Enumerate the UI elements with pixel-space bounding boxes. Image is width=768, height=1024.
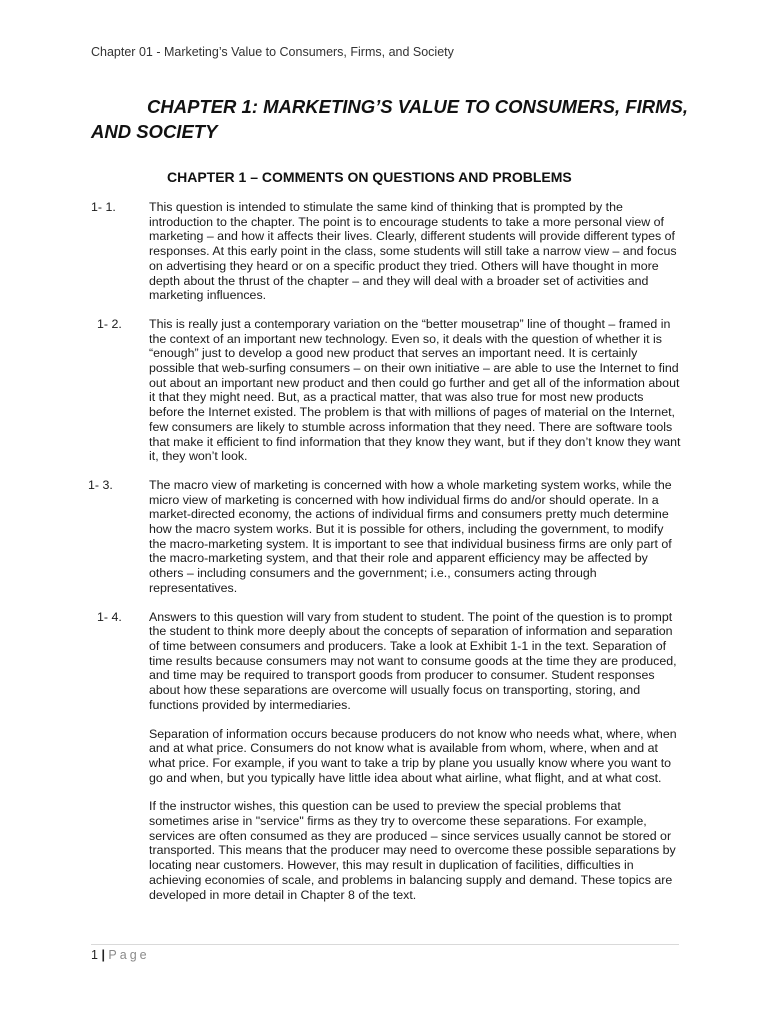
question-item xyxy=(0,200,768,303)
chapter-title: CHAPTER 1: MARKETING’S VALUE TO CONSUMERS, FIRMS, AND SOCIETY xyxy=(91,96,688,142)
question-number: 1- 3. xyxy=(88,477,113,492)
answer-paragraph: This is really just a contemporary variation on the “better mousetrap” line of thought – framed in the context of an important new technology. Even so, it deals with the question of whether it is “enough” just to develop a good new product that serves an important need. It is certainly possible that web-surfing consumers – on their own initiative – are able to use the Internet to find out about an important new product and then could go further and get all of the information about it that they might need. But, as a practical matter, that was also true for most new products before the Internet existed. The problem is that with millions of pages of material on the Internet, few consumers are likely to stumble across information that they need. There are software tools that make it efficient to find information that they know they want, but if they don’t know they want it, they won’t look. xyxy=(149,316,681,464)
answer-paragraph: Answers to this question will vary from student to student. The point of the question is to prompt the student to think more deeply about the concepts of separation of information and separation of time between consumers and producers. Take a look at Exhibit 1-1 in the text. Separation of time results because consumers may not want to consume goods at the time they are produced, and time may be required to transport goods from producer to consumer. Student responses about how these separations are overcome will usually focus on transporting, storing, and functions provided by intermediaries. xyxy=(149,609,677,712)
running-header: Chapter 01 - Marketing’s Value to Consumers, Firms, and Society xyxy=(91,45,454,59)
answer-paragraph: This question is intended to stimulate the same kind of thinking that is prompted by the introduction to the chapter. The point is to encourage students to take a more personal view of marketing – and how it affects their lives. Clearly, different students will provide different types of responses. At this early point in the class, some students will still take a narrow view – and focus on advertising they heard or on a specific product they tried. Others will have thought in more depth about the thrust of the chapter – and they will deal with a broader set of activities and marketing influences. xyxy=(149,200,677,303)
question-number: 1- 2. xyxy=(97,316,122,331)
page-number: 1 xyxy=(91,948,98,962)
question-number: 1- 1. xyxy=(91,200,116,214)
answer-paragraph: The macro view of marketing is concerned with how a whole marketing system works, while the micro view of marketing is concerned with how individual firms do and/or should operate. In a market-directed economy, the actions of individual firms and consumers pretty much determine how the macro system works. But it is possible for others, including the government, to modify the macro-marketing system. It is important to see that individual business firms are only part of the macro-marketing system, and that their role and apparent efficiency may be affected by others – including consumers and the government; i.e., consumers acting through representatives. xyxy=(149,477,672,595)
question-item xyxy=(0,478,768,596)
page-label: Page xyxy=(108,948,150,962)
question-item xyxy=(0,610,768,903)
section-heading: CHAPTER 1 – COMMENTS ON QUESTIONS AND PROBLEMS xyxy=(167,169,572,185)
answer-paragraph: If the instructor wishes, this question can be used to preview the special problems that sometimes arise in "service" firms as they try to overcome these separations. For example, services are often consumed as they are produced – since services usually cannot be stored or transported. This means that the producer may need to overcome these possible separations by locating near customers. However, this may result in duplication of facilities, difficulties in achieving economies of scale, and problems in balancing supply and demand. These topics are developed in more detail in Chapter 8 of the text. xyxy=(149,799,676,902)
answer-paragraph: Separation of information occurs because producers do not know who needs what, where, when and at what price. Consumers do not know what is available from whom, where, when and at what price. For example, if you want to take a trip by plane you usually know where you want to go and when, but you typically have little idea about what airline, what flight, and at what cost. xyxy=(149,726,677,785)
footer-divider xyxy=(91,944,679,945)
footer-separator: | xyxy=(101,948,105,962)
page-footer xyxy=(91,948,150,962)
question-number: 1- 4. xyxy=(97,609,122,624)
questions-list xyxy=(0,200,768,916)
question-item xyxy=(0,317,768,464)
